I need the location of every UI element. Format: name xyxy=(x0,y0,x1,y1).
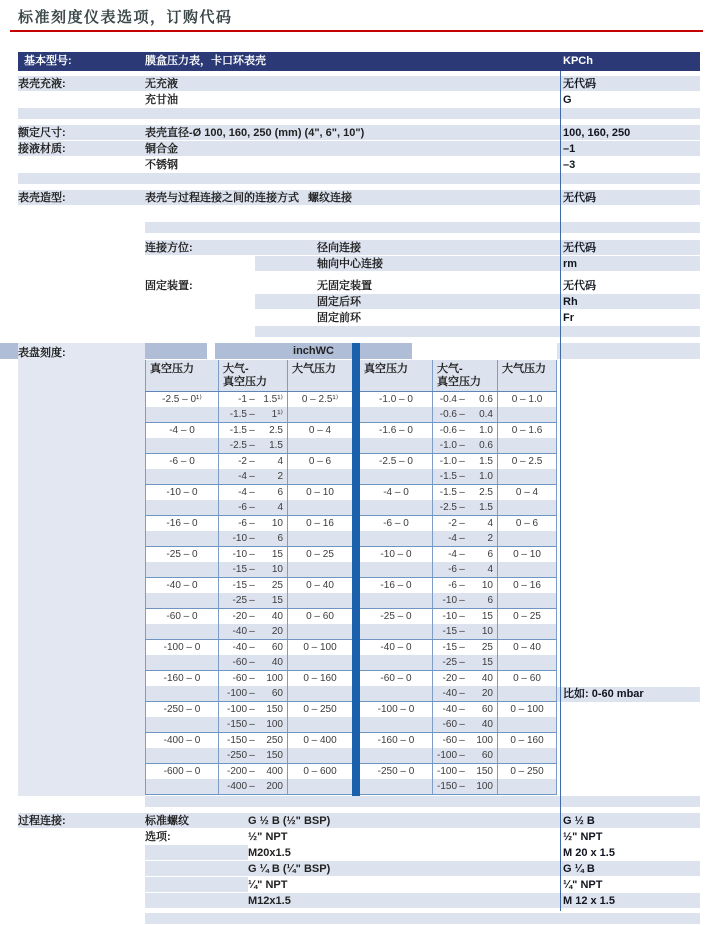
spacer-stripe xyxy=(0,796,713,808)
scale-cell xyxy=(145,624,218,639)
base-model-header xyxy=(18,52,700,71)
scale-cell xyxy=(145,779,218,794)
scale-cell: -40 – 20 xyxy=(432,686,497,701)
inchwc-band: inchWC xyxy=(215,343,412,359)
scale-cell: -250 – 0 xyxy=(145,702,218,717)
scale-line xyxy=(145,407,557,422)
scale-cell: -25 – 0 xyxy=(380,611,412,622)
scale-cell: -40 – 20 xyxy=(218,624,287,639)
scale-line xyxy=(145,671,557,686)
scale-cell: -2.5 – 0 xyxy=(379,456,413,467)
scale-cell xyxy=(497,531,557,546)
spacer-stripe xyxy=(0,173,713,185)
scale-cell: -4 – 0 xyxy=(383,487,409,498)
scale-cell xyxy=(287,686,352,701)
scale-cell xyxy=(497,686,557,701)
scale-line xyxy=(145,686,557,701)
scale-cell: -10 – 0 xyxy=(380,549,412,560)
scale-cell: 0 – 250 xyxy=(497,764,557,779)
scale-line xyxy=(145,702,557,717)
scale-cell xyxy=(497,562,557,577)
scale-cell xyxy=(497,748,557,763)
scale-cell: -60 – 40 xyxy=(432,717,497,732)
scale-cell: 0 – 16 xyxy=(287,516,352,531)
scale-cell xyxy=(497,500,557,515)
scale-cell xyxy=(145,562,218,577)
scale-line xyxy=(145,500,557,515)
scale-cell xyxy=(497,655,557,670)
scale-cell: 0 – 4 xyxy=(497,485,557,500)
unit-group-divider xyxy=(352,343,360,796)
scale-cell: 0 – 60 xyxy=(497,671,557,686)
scale-cell xyxy=(145,469,218,484)
scale-cell: -60 – 100 xyxy=(218,671,287,686)
scale-cell: 0 – 2.5 xyxy=(497,454,557,469)
scale-cell: -16 – 0 xyxy=(380,580,412,591)
scale-row xyxy=(145,609,557,640)
scale-cell xyxy=(145,593,218,608)
scale-cell: -1.5 – 2.5 xyxy=(432,485,497,500)
scale-cell: -4 – 6 xyxy=(218,485,287,500)
scale-line xyxy=(145,469,557,484)
scale-cell: 0 – 25 xyxy=(287,547,352,562)
nominal-size-code: 100, 160, 250 xyxy=(563,127,631,139)
scale-cell: -4 – 6 xyxy=(432,547,497,562)
scale-cell: -2.5 – 1.5 xyxy=(432,500,497,515)
scale-cell: 0 – 4 xyxy=(287,423,352,438)
scale-cell: 0 – 100 xyxy=(287,640,352,655)
col-header-atm-mbar: 大气压力 xyxy=(287,360,352,391)
content xyxy=(0,52,713,925)
scale-cell: 0 – 1.0 xyxy=(497,392,557,407)
scale-cell xyxy=(360,407,432,422)
scale-cell xyxy=(497,717,557,732)
scale-cell: 0 – 1.6 xyxy=(497,423,557,438)
case-filling-label: 表壳充液: xyxy=(18,78,66,90)
scale-cell xyxy=(145,531,218,546)
scale-cell: -100 – 150 xyxy=(218,702,287,717)
scale-cell xyxy=(360,438,432,453)
scale-cell xyxy=(287,779,352,794)
scale-cell xyxy=(497,779,557,794)
scale-cell: 0 – 400 xyxy=(287,733,352,748)
scale-cell: -160 – 0 xyxy=(377,735,415,746)
scale-cell xyxy=(145,748,218,763)
scale-cell: -1.5 – 1¹⁾ xyxy=(218,407,287,422)
scale-cell: -20 – 40 xyxy=(432,671,497,686)
scale-row xyxy=(145,516,557,547)
scale-cell: -10 – 6 xyxy=(218,531,287,546)
scale-cell xyxy=(360,624,432,639)
scale-cell xyxy=(145,655,218,670)
scale-line xyxy=(145,609,557,624)
scale-cell xyxy=(145,407,218,422)
scale-line xyxy=(145,438,557,453)
scale-subheader xyxy=(145,360,557,392)
scale-cell: -150 – 250 xyxy=(218,733,287,748)
scale-cell: -2.5 – 1.5 xyxy=(218,438,287,453)
connection-location-label: 连接方位: xyxy=(145,242,193,254)
scale-cell: -4 – 0 xyxy=(145,423,218,438)
scale-row xyxy=(145,733,557,764)
scale-cell: -15 – 25 xyxy=(432,640,497,655)
scale-cell: -1.6 – 0 xyxy=(379,425,413,436)
connection-location-row-2: 轴向中心连接 rm xyxy=(0,256,713,272)
scale-cell: 0 – 40 xyxy=(287,578,352,593)
scale-row xyxy=(145,578,557,609)
options-label: 选项: xyxy=(145,831,171,843)
scale-line xyxy=(145,547,557,562)
mounting-row-3: 固定前环 Fr xyxy=(317,312,574,324)
scale-cell: 0 – 2.5¹⁾ xyxy=(287,392,352,407)
scale-cell: -2 – 4 xyxy=(218,454,287,469)
scale-row xyxy=(145,702,557,733)
scale-cell xyxy=(497,593,557,608)
scale-cell: -150 – 100 xyxy=(218,717,287,732)
scale-cell: -2 – 4 xyxy=(432,516,497,531)
scale-row xyxy=(145,485,557,516)
scale-cell: -160 – 0 xyxy=(145,671,218,686)
scale-line xyxy=(145,516,557,531)
page-title: 标准刻度仪表选项，订购代码 xyxy=(18,9,233,26)
process-connection-row-4: G ¼ B (¼" BSP) G ¼ B xyxy=(0,861,713,877)
scale-cell xyxy=(287,500,352,515)
scale-line xyxy=(145,454,557,469)
scale-cell: -60 – 100 xyxy=(432,733,497,748)
scale-cell: -4 – 2 xyxy=(218,469,287,484)
scale-cell: -100 – 60 xyxy=(432,748,497,763)
scale-cell: -1.0 – 0 xyxy=(379,394,413,405)
scale-cell: -40 – 0 xyxy=(145,578,218,593)
scale-cell: -100 – 0 xyxy=(377,704,415,715)
case-filling-row-2: 充甘油 G xyxy=(145,94,572,106)
nominal-size-label: 额定尺寸: xyxy=(18,127,66,139)
dial-scale-section xyxy=(0,343,713,796)
col-header-atm-vacuum-inchwc: 大气- 真空压力 xyxy=(432,360,497,391)
scale-cell: -0.4 – 0.6 xyxy=(432,392,497,407)
process-connection-row-2: 选项: ½" NPT ½" NPT xyxy=(145,831,603,843)
example-note: 比如: 0-60 mbar xyxy=(557,687,700,702)
scale-cell: -10 – 0 xyxy=(145,485,218,500)
scale-cell: -15 – 10 xyxy=(218,562,287,577)
scale-cell xyxy=(145,438,218,453)
scale-cell xyxy=(287,655,352,670)
scale-cell: -250 – 0 xyxy=(377,766,415,777)
spacer-stripe xyxy=(0,108,713,120)
scale-cell: -60 – 40 xyxy=(218,655,287,670)
scale-line xyxy=(145,423,557,438)
scale-cell: 0 – 600 xyxy=(287,764,352,779)
wetted-material-label: 接液材质: xyxy=(18,143,66,155)
scale-cell xyxy=(360,593,432,608)
process-connection-row-3: M20x1.5 M 20 x 1.5 xyxy=(0,845,713,861)
col-header-vacuum-inchwc: 真空压力 xyxy=(360,360,432,391)
scale-cell: 0 – 6 xyxy=(287,454,352,469)
scale-cell xyxy=(360,469,432,484)
scale-cell: -0.6 – 1.0 xyxy=(432,423,497,438)
scale-cell xyxy=(360,562,432,577)
case-filling-code: 无代码 xyxy=(563,78,596,90)
dial-scale-label: 表盘刻度: xyxy=(18,347,66,359)
scale-cell xyxy=(287,562,352,577)
scale-line xyxy=(145,593,557,608)
scale-cell: 0 – 25 xyxy=(497,609,557,624)
scale-cell xyxy=(360,748,432,763)
scale-line xyxy=(145,640,557,655)
wetted-material-row-1: 接液材质: 铜合金 –1 xyxy=(0,141,713,157)
scale-cell: -1.5 – 2.5 xyxy=(218,423,287,438)
scale-cell xyxy=(360,655,432,670)
scale-line xyxy=(145,779,557,794)
scale-cell: -1.5 – 1.0 xyxy=(432,469,497,484)
scale-cell: -40 – 0 xyxy=(380,642,412,653)
base-model-label: 基本型号: xyxy=(24,55,72,67)
scale-row xyxy=(145,392,557,423)
scale-cell: -25 – 15 xyxy=(432,655,497,670)
scale-cell: -16 – 0 xyxy=(145,516,218,531)
scale-cell xyxy=(145,686,218,701)
scale-cell: -150 – 100 xyxy=(432,779,497,794)
scale-cell: 0 – 40 xyxy=(497,640,557,655)
nominal-size-desc: 表壳直径-Ø 100, 160, 250 (mm) (4", 6", 10") xyxy=(145,127,365,139)
scale-cell xyxy=(287,407,352,422)
scale-cell xyxy=(360,779,432,794)
scale-cell xyxy=(360,531,432,546)
dial-scale-label-column xyxy=(18,343,145,796)
scale-cell: -60 – 0 xyxy=(380,673,412,684)
scale-line xyxy=(145,531,557,546)
scale-cell: 0 – 250 xyxy=(287,702,352,717)
scale-cell: 0 – 10 xyxy=(497,547,557,562)
scale-cell xyxy=(145,500,218,515)
scale-cell xyxy=(360,500,432,515)
scale-row xyxy=(145,671,557,702)
col-header-vacuum-mbar: 真空压力 xyxy=(145,360,218,391)
scale-line xyxy=(145,392,557,407)
case-filling-desc: 无充液 xyxy=(145,78,178,90)
scale-cell: -400 – 200 xyxy=(218,779,287,794)
wetted-material-row-2: 不锈钢 –3 xyxy=(145,159,576,171)
code-column-divider xyxy=(560,71,561,911)
red-divider xyxy=(10,30,703,32)
scale-cell: -0.6 – 0.4 xyxy=(432,407,497,422)
scale-cell: -250 – 150 xyxy=(218,748,287,763)
spacer-stripe xyxy=(0,222,713,234)
mounting-row-2: 固定后环 Rh xyxy=(0,294,713,310)
standard-thread-label: 标准螺纹 xyxy=(145,815,189,827)
scale-cell: -40 – 60 xyxy=(432,702,497,717)
scale-cell xyxy=(360,717,432,732)
scale-cell: -15 – 10 xyxy=(432,624,497,639)
scale-cell xyxy=(287,438,352,453)
scale-line xyxy=(145,717,557,732)
scale-cell: -100 – 60 xyxy=(218,686,287,701)
case-filling-row-1 xyxy=(0,76,713,92)
connection-location-row-1: 连接方位: 径向连接 无代码 xyxy=(0,240,713,256)
scale-cell: -6 – 4 xyxy=(432,562,497,577)
scale-cell: -4 – 2 xyxy=(432,531,497,546)
scale-cell: -6 – 4 xyxy=(218,500,287,515)
scale-row xyxy=(145,640,557,671)
scale-cell: 0 – 60 xyxy=(287,609,352,624)
process-connection-row-6: M12x1.5 M 12 x 1.5 xyxy=(0,893,713,909)
scale-cell: 0 – 160 xyxy=(497,733,557,748)
mounting-label: 固定装置: xyxy=(145,280,193,292)
scale-cell xyxy=(145,717,218,732)
scale-cell: 0 – 6 xyxy=(497,516,557,531)
scale-row xyxy=(145,454,557,485)
scale-cell: 0 – 160 xyxy=(287,671,352,686)
scale-cell: -200 – 400 xyxy=(218,764,287,779)
scale-cell xyxy=(287,469,352,484)
process-connection-row-5: ¼" NPT ¼" NPT xyxy=(0,877,713,893)
scale-line xyxy=(145,578,557,593)
scale-cell xyxy=(287,531,352,546)
case-design-row: 表壳造型: 表壳与过程连接之间的连接方式 螺纹连接 无代码 xyxy=(0,190,713,206)
scale-row xyxy=(145,547,557,578)
scale-cell: -10 – 6 xyxy=(432,593,497,608)
scale-cell: -6 – 10 xyxy=(432,578,497,593)
scale-cell xyxy=(287,717,352,732)
scale-cell: -100 – 0 xyxy=(145,640,218,655)
scale-cell xyxy=(287,624,352,639)
spacer-stripe xyxy=(0,326,713,338)
scale-line xyxy=(145,562,557,577)
scale-line xyxy=(145,733,557,748)
scale-cell: -1.0 – 0.6 xyxy=(432,438,497,453)
scale-cell: -6 – 0 xyxy=(145,454,218,469)
scale-cell: -25 – 15 xyxy=(218,593,287,608)
scale-cell: -100 – 150 xyxy=(432,764,497,779)
scale-cell: -10 – 15 xyxy=(432,609,497,624)
scale-row xyxy=(145,423,557,454)
scale-cell: -60 – 0 xyxy=(145,609,218,624)
scale-cell xyxy=(360,686,432,701)
spacer-stripe xyxy=(0,913,713,925)
scale-cell xyxy=(497,438,557,453)
process-connection-row-1: 过程连接: 标准螺纹 G ½ B (½" BSP) G ½ B xyxy=(0,813,713,829)
scale-line xyxy=(145,655,557,670)
scale-cell xyxy=(497,407,557,422)
col-header-atm-inchwc: 大气压力 xyxy=(497,360,557,391)
scale-line xyxy=(145,764,557,779)
scale-cell: -25 – 0 xyxy=(145,547,218,562)
scale-cell: -10 – 15 xyxy=(218,547,287,562)
scale-cell: -600 – 0 xyxy=(145,764,218,779)
mounting-row-1: 固定装置: 无固定装置 无代码 xyxy=(145,280,596,292)
scale-cell: 0 – 10 xyxy=(287,485,352,500)
scale-cell xyxy=(497,469,557,484)
process-connection-label: 过程连接: xyxy=(18,815,66,827)
scale-cell: -40 – 60 xyxy=(218,640,287,655)
scale-cell: -20 – 40 xyxy=(218,609,287,624)
scale-cell: -2.5 – 0¹⁾ xyxy=(145,392,218,407)
scale-cell: -15 – 25 xyxy=(218,578,287,593)
scale-cell: -6 – 0 xyxy=(383,518,409,529)
scale-row xyxy=(145,764,557,795)
scale-cell: -1.0 – 1.5 xyxy=(432,454,497,469)
scale-cell: 0 – 16 xyxy=(497,578,557,593)
scale-line xyxy=(145,748,557,763)
scale-cell: -400 – 0 xyxy=(145,733,218,748)
base-model-code: KPCh xyxy=(563,55,593,67)
scale-line xyxy=(145,485,557,500)
scale-cell: 0 – 100 xyxy=(497,702,557,717)
scale-cell xyxy=(287,748,352,763)
case-design-label: 表壳造型: xyxy=(18,192,66,204)
scale-rows xyxy=(145,392,557,795)
base-model-desc: 膜盒压力表，卡口环表壳 xyxy=(145,55,266,67)
scale-cell xyxy=(497,624,557,639)
col-header-atm-vacuum-mbar: 大气- 真空压力 xyxy=(218,360,287,391)
scale-cell xyxy=(287,593,352,608)
scale-line xyxy=(145,624,557,639)
scale-cell: -1 – 1.5¹⁾ xyxy=(218,392,287,407)
nominal-size-row xyxy=(0,125,713,141)
scale-cell: -6 – 10 xyxy=(218,516,287,531)
